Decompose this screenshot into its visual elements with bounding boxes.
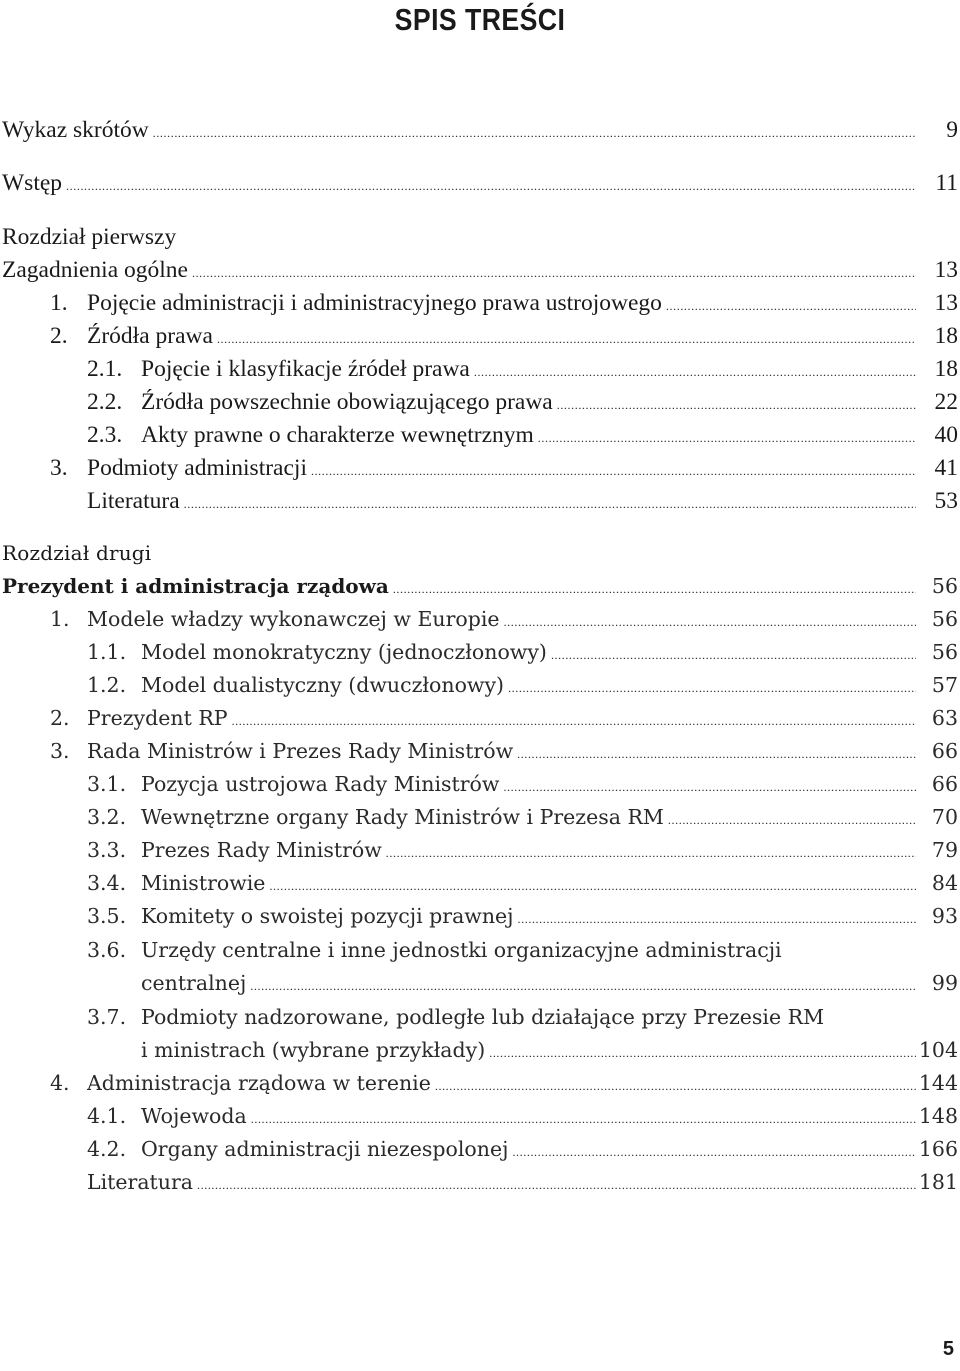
toc-entry-number: 3.6. bbox=[87, 938, 127, 962]
toc-entry[interactable] bbox=[0, 1133, 958, 1166]
toc-entry-title: Prezydent RP bbox=[87, 706, 228, 730]
toc-entry-number: 1.1. bbox=[87, 640, 127, 664]
toc-entry-title: Pojęcie i klasyfikacje źródeł prawa bbox=[141, 356, 470, 382]
toc-entry-literature[interactable] bbox=[0, 485, 958, 518]
toc-page-number: 56 bbox=[931, 640, 958, 664]
toc-entry-literature[interactable] bbox=[0, 1166, 958, 1199]
toc-entry-title: Wojewoda bbox=[141, 1104, 247, 1128]
dot-leader bbox=[66, 170, 916, 203]
toc-entry-title: Literatura bbox=[87, 1170, 194, 1194]
toc-page-number: 148 bbox=[918, 1104, 958, 1128]
toc-entry-number: 1. bbox=[50, 290, 68, 316]
dot-leader bbox=[269, 870, 916, 903]
toc-entry[interactable] bbox=[0, 386, 958, 419]
dot-leader bbox=[668, 804, 916, 837]
dot-leader bbox=[538, 422, 916, 455]
toc-entry-title: Wykaz skrótów bbox=[2, 117, 149, 143]
dot-leader bbox=[184, 488, 916, 521]
toc-entry[interactable] bbox=[0, 967, 958, 1000]
toc-entry[interactable] bbox=[0, 801, 958, 834]
toc-entry-number: 3.3. bbox=[87, 838, 127, 862]
dot-leader bbox=[232, 705, 916, 738]
toc-entry[interactable] bbox=[0, 603, 958, 636]
toc-entry[interactable] bbox=[0, 1100, 958, 1133]
dot-leader bbox=[474, 356, 916, 389]
toc-page-number: 79 bbox=[931, 838, 958, 862]
toc-entry-title: Literatura bbox=[87, 488, 180, 514]
toc-page-number: 18 bbox=[934, 356, 958, 382]
dot-leader bbox=[512, 1136, 916, 1169]
toc-entry-title: Rada Ministrów i Prezes Rady Ministrów bbox=[87, 739, 514, 763]
dot-leader bbox=[666, 290, 916, 323]
dot-leader bbox=[508, 672, 916, 705]
toc-page-number: 53 bbox=[934, 488, 958, 514]
toc-page-number: 13 bbox=[934, 257, 958, 283]
toc-entry-number: 3.5. bbox=[87, 904, 127, 928]
dot-leader bbox=[557, 389, 916, 422]
dot-leader bbox=[518, 903, 916, 936]
toc-entry-title: Prezes Rady Ministrów bbox=[141, 838, 382, 862]
toc-page-number: 18 bbox=[934, 323, 958, 349]
toc-entry-title: Administracja rządowa w terenie bbox=[87, 1071, 431, 1095]
toc-entry[interactable] bbox=[0, 254, 958, 287]
toc-entry-title: Modele władzy wykonawczej w Europie bbox=[87, 607, 500, 631]
dot-leader bbox=[517, 738, 916, 771]
toc-page-number: 104 bbox=[918, 1038, 958, 1062]
toc-entry[interactable] bbox=[0, 452, 958, 485]
toc-page-number: 84 bbox=[931, 871, 958, 895]
toc-entry-number: 2.2. bbox=[87, 389, 123, 415]
toc-entry[interactable] bbox=[0, 834, 958, 867]
toc-page-number: 11 bbox=[935, 170, 958, 196]
dot-leader bbox=[504, 606, 916, 639]
toc-entry-number: 4. bbox=[50, 1071, 70, 1095]
dot-leader bbox=[197, 1169, 916, 1202]
toc-entry-title: Pozycja ustrojowa Rady Ministrów bbox=[141, 772, 500, 796]
chapter-title: Zagadnienia ogólne bbox=[2, 257, 188, 283]
dot-leader bbox=[435, 1070, 916, 1103]
toc-entry[interactable] bbox=[0, 570, 958, 603]
page-number: 5 bbox=[942, 1338, 954, 1360]
toc-page-number: 56 bbox=[931, 574, 958, 598]
toc-page-number: 56 bbox=[931, 607, 958, 631]
toc-entry[interactable] bbox=[0, 1034, 958, 1067]
toc-entry-title: Podmioty nadzorowane, podległe lub działające przy Prezesie RM bbox=[141, 1005, 825, 1029]
toc-entry-number: 3. bbox=[50, 455, 68, 481]
toc-entry[interactable] bbox=[0, 735, 958, 768]
toc-page-number: 144 bbox=[918, 1071, 958, 1095]
toc-page-number: 66 bbox=[931, 739, 958, 763]
toc-entry-title: i ministrach (wybrane przykłady) bbox=[141, 1038, 486, 1062]
toc-entry[interactable] bbox=[0, 320, 958, 353]
chapter-label: Rozdział drugi bbox=[2, 541, 152, 565]
toc-page-number: 9 bbox=[946, 117, 958, 143]
dot-leader bbox=[393, 573, 916, 606]
toc-page-number: 181 bbox=[918, 1170, 958, 1194]
toc-entry-number: 3.4. bbox=[87, 871, 127, 895]
chapter-title: Prezydent i administracja rządowa bbox=[2, 574, 389, 598]
toc-entry-number: 2.3. bbox=[87, 422, 123, 448]
dot-leader bbox=[503, 771, 916, 804]
toc-entry[interactable] bbox=[0, 900, 958, 933]
toc-entry[interactable] bbox=[0, 867, 958, 900]
toc-entry-title: Pojęcie administracji i administracyjnego prawa ustrojowego bbox=[87, 290, 662, 316]
toc-entry-title: Model dualistyczny (dwuczłonowy) bbox=[141, 673, 505, 697]
toc-page-number: 99 bbox=[931, 971, 958, 995]
toc-entry-title: Model monokratyczny (jednoczłonowy) bbox=[141, 640, 547, 664]
toc-entry-title: Źródła prawa bbox=[87, 323, 213, 349]
toc-entry[interactable] bbox=[0, 1067, 958, 1100]
toc-entry-number: 3.7. bbox=[87, 1005, 127, 1029]
toc-entry-number: 3.2. bbox=[87, 805, 127, 829]
dot-leader bbox=[250, 970, 916, 1003]
toc-entry-title: Ministrowie bbox=[141, 871, 266, 895]
toc-entry[interactable] bbox=[0, 287, 958, 320]
toc-page-number: 66 bbox=[931, 772, 958, 796]
toc-entry-number: 2.1. bbox=[87, 356, 123, 382]
toc-entry-line1[interactable] bbox=[0, 1001, 958, 1034]
dot-leader bbox=[551, 639, 916, 672]
toc-entry[interactable] bbox=[0, 636, 958, 669]
page-title: SPIS TREŚCI bbox=[394, 2, 566, 37]
toc-entry-number: 2. bbox=[50, 323, 68, 349]
toc-entry-number: 3.1. bbox=[87, 772, 127, 796]
toc-entry-line1[interactable] bbox=[0, 934, 958, 967]
toc-entry-title: Komitety o swoistej pozycji prawnej bbox=[141, 904, 514, 928]
toc-page-number: 57 bbox=[931, 673, 958, 697]
dot-leader bbox=[251, 1103, 916, 1136]
toc-page-number: 70 bbox=[931, 805, 958, 829]
dot-leader bbox=[311, 455, 916, 488]
chapter-label: Rozdział pierwszy bbox=[2, 224, 177, 250]
toc-entry-title: Urzędy centralne i inne jednostki organizacyjne administracji bbox=[141, 938, 782, 962]
toc-entry-title: Organy administracji niezespolonej bbox=[141, 1137, 509, 1161]
toc-entry-title: Źródła powszechnie obowiązującego prawa bbox=[141, 389, 553, 415]
toc-entry-title: Wewnętrzne organy Rady Ministrów i Prezesa RM bbox=[141, 805, 664, 829]
toc-entry-number: 3. bbox=[50, 739, 70, 763]
toc-page-number: 13 bbox=[934, 290, 958, 316]
toc-entry-title: centralnej bbox=[141, 971, 247, 995]
dot-leader bbox=[386, 837, 916, 870]
toc-entry-introduction[interactable] bbox=[0, 167, 958, 200]
dot-leader bbox=[217, 323, 916, 356]
toc-entry-number: 4.1. bbox=[87, 1104, 127, 1128]
toc-entry[interactable] bbox=[0, 768, 958, 801]
toc-page-number: 40 bbox=[934, 422, 958, 448]
toc-entry-title: Akty prawne o charakterze wewnętrznym bbox=[141, 422, 534, 448]
toc-entry-title: Wstęp bbox=[2, 170, 63, 196]
toc-entry[interactable] bbox=[0, 669, 958, 702]
toc-entry-number: 2. bbox=[50, 706, 70, 730]
toc-entry-number: 1. bbox=[50, 607, 70, 631]
toc-entry-number: 1.2. bbox=[87, 673, 127, 697]
toc-entry-abbreviations[interactable] bbox=[0, 114, 958, 147]
dot-leader bbox=[192, 257, 916, 290]
toc-page-number: 41 bbox=[934, 455, 958, 481]
toc-page-number: 166 bbox=[918, 1137, 958, 1161]
toc-page-number: 93 bbox=[931, 904, 958, 928]
toc-page-number: 63 bbox=[931, 706, 958, 730]
toc-entry-number: 4.2. bbox=[87, 1137, 127, 1161]
toc-entry[interactable] bbox=[0, 702, 958, 735]
toc-entry[interactable] bbox=[0, 353, 958, 386]
toc-entry-title: Podmioty administracji bbox=[87, 455, 307, 481]
toc-entry[interactable] bbox=[0, 419, 958, 452]
toc-page-number: 22 bbox=[934, 389, 958, 415]
dot-leader bbox=[153, 117, 916, 150]
dot-leader bbox=[489, 1037, 916, 1070]
